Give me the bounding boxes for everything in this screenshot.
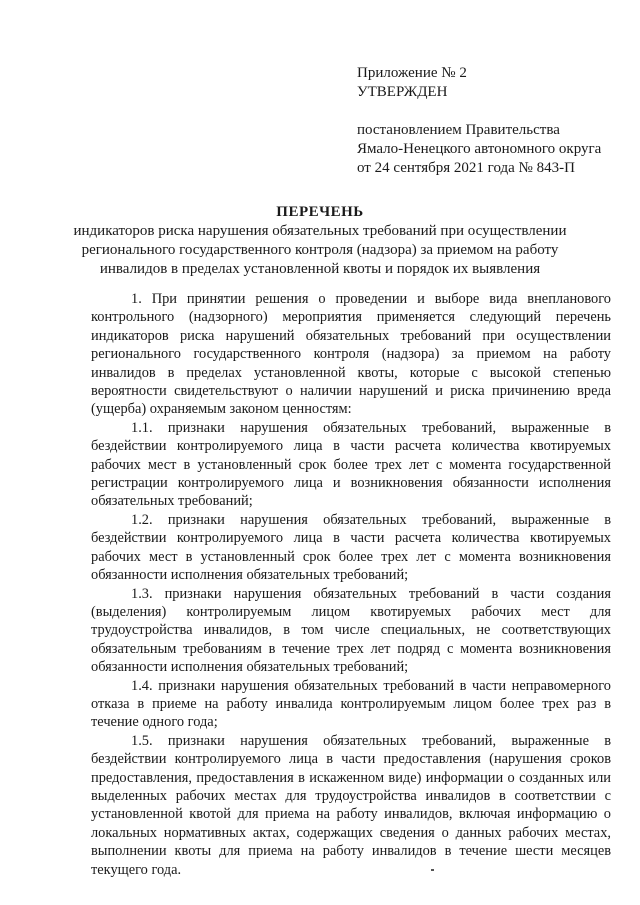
scan-speck <box>431 869 434 871</box>
document-body <box>91 290 611 879</box>
paragraph-1: 1. При принятии решения о проведении и выборе вида внепланового контрольного (надзорного) мероприятия применяется следующий перечень индикаторов риска нарушений обязательных требований при осуществлении регионального государственного контроля (надзора) за приемом на работу инвалидов в пределах установленной квоты, которые с высокой степенью вероятности свидетельствуют о наличии нарушений и риска причинению вреда (ущерба) охраняемым законом ценностям: <box>91 291 611 418</box>
paragraph-1-5: 1.5. признаки нарушения обязательных требований, выраженные в бездействии контролируемого лица в части предоставления (нарушения сроков предоставления, предоставления в искаженном виде) информации о созданных или выделенных рабочих местах для трудоустройства инвалидов в соответствии с установленной квотой для приема на работу инвалидов, включая информацию о локальных нормативных актах, содержащих сведения о данных рабочих местах, выполнении квоты для приема на работу инвалидов в течение шести месяцев текущего года. <box>91 732 611 878</box>
approval-line-2: Ямало-Ненецкого автономного округа <box>357 141 602 157</box>
paragraph-1-3: 1.3. признаки нарушения обязательных требований в части создания (выделения) контролируемым лицом квотируемых рабочих мест для трудоустройства инвалидов, в том числе специальных, не соответствующих обязательным требованиям в течение трех лет подряд с момента возникновения обязанности исполнения обязательных требований; <box>91 585 611 676</box>
document-title <box>60 203 580 279</box>
paragraph-1-4: 1.4. признаки нарушения обязательных требований в части неправомерного отказа в приеме на работу инвалида контролируемым лицом более трех раз в течение одного года; <box>91 677 611 731</box>
paragraph-1-1: 1.1. признаки нарушения обязательных требований, выраженные в бездействии контролируемого лица в части расчета количества квотируемых рабочих мест в установленный срок более трех лет с момента государственной регистрации контролируемого лица и возникновения обязанности исполнения обязательных требований; <box>91 419 611 510</box>
paragraph-1-2: 1.2. признаки нарушения обязательных требований, выраженные в бездействии контролируемого лица в части расчета количества квотируемых рабочих мест в установленный срок более трех лет с момента возникновения обязанности исполнения обязательных требований; <box>91 511 611 584</box>
approval-line-1: постановлением Правительства <box>357 122 560 138</box>
approved-label: УТВЕРЖДЕН <box>357 84 448 100</box>
appendix-label: Приложение № 2 <box>357 65 467 81</box>
approval-line-3: от 24 сентября 2021 года № 843-П <box>357 160 575 176</box>
title-line-2: регионального государственного контроля (надзора) за приемом на работу <box>81 242 559 258</box>
approval-stamp <box>357 64 601 178</box>
title-heading: ПЕРЕЧЕНЬ <box>276 204 364 220</box>
title-line-3: инвалидов в пределах установленной квоты и порядок их выявления <box>99 261 541 277</box>
title-line-1: индикаторов риска нарушения обязательных требований при осуществлении <box>73 223 567 239</box>
